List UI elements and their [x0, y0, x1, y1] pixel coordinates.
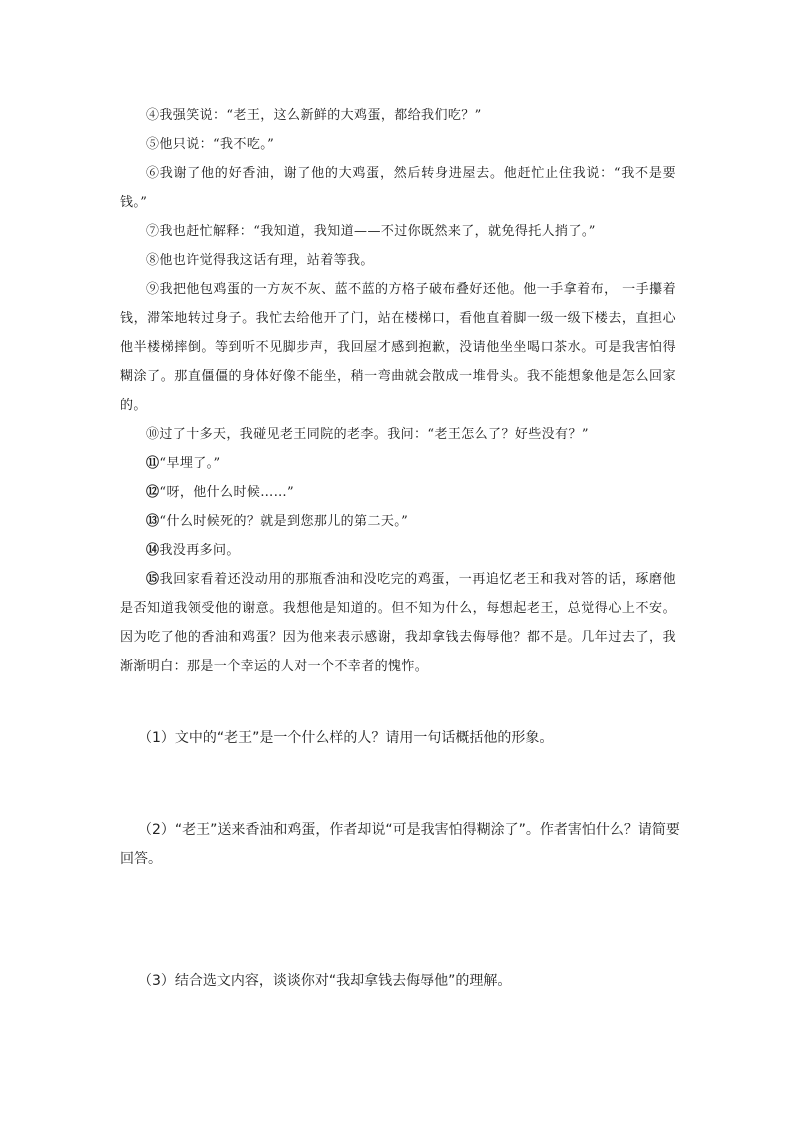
reading-passage — [120, 101, 676, 681]
paragraph-number: ④ — [146, 108, 160, 123]
paragraph-12 — [120, 478, 676, 507]
paragraph-text: 我没再多问。 — [159, 543, 240, 558]
paragraph-4 — [120, 101, 676, 130]
paragraph-number: ⑩ — [146, 427, 160, 442]
paragraph-15 — [120, 565, 676, 681]
paragraph-10 — [120, 420, 676, 449]
paragraph-7 — [120, 217, 676, 246]
paragraph-text: 我强笑说：“老王，这么新鲜的大鸡蛋，都给我们吃？” — [159, 108, 482, 123]
paragraph-9 — [120, 275, 676, 420]
paragraph-text: 过了十多天，我碰见老王同院的老李。我问：“老王怎么了？好些没有？” — [159, 427, 589, 442]
paragraph-number: ⑮ — [146, 572, 160, 587]
paragraph-number: ⑤ — [146, 137, 160, 152]
paragraph-number: ⑫ — [146, 485, 160, 500]
paragraph-text: 我谢了他的好香油，谢了他的大鸡蛋，然后转身进屋去。他赶忙止住我说：“我不是要钱。” — [120, 166, 676, 210]
paragraph-number: ⑪ — [146, 456, 160, 471]
paragraph-13 — [120, 507, 676, 536]
paragraph-text: “早埋了。” — [159, 456, 221, 471]
paragraph-text: 他只说：“我不吃。” — [159, 137, 275, 152]
paragraph-text: 他也许觉得我这话有理，站着等我。 — [159, 253, 374, 268]
paragraph-14 — [120, 536, 676, 565]
paragraph-number: ⑦ — [146, 224, 160, 239]
paragraph-6 — [120, 159, 676, 217]
paragraph-8 — [120, 246, 676, 275]
paragraph-text: 我回家看着还没动用的那瓶香油和没吃完的鸡蛋，一再追忆老王和我对答的话，琢磨他是否知道我领受他的谢意。我想他是知道的。但不知为什么，每想起老王，总觉得心上不安。因为吃了他的香油和鸡蛋？因为他来表示感谢，我却拿钱去侮辱他？都不是。几年过去了，我渐渐明白：那是一个幸运的人对一个不幸者的愧怍。 — [120, 572, 677, 674]
paragraph-number: ⑧ — [146, 253, 160, 268]
paragraph-text: 我把他包鸡蛋的一方灰不灰、蓝不蓝的方格子破布叠好还他。他一手拿着布， 一手攥着钱，滞笨地转过身子。我忙去给他开了门，站在楼梯口，看他直着脚一级一级下楼去，直担心他半楼梯摔倒。等到听不见脚步声，我回屋才感到抱歉，没请他坐坐喝口茶水。可是我害怕得糊涂了。那直僵僵的身体好像不能坐，稍一弯曲就会散成一堆骨头。我不能想象他是怎么回家的。 — [120, 282, 677, 413]
paragraph-5 — [120, 130, 676, 159]
paragraph-text: “呀，他什么时候……” — [159, 485, 295, 500]
paragraph-number: ⑨ — [146, 282, 160, 297]
paragraph-11 — [120, 449, 676, 478]
question-3: （3）结合选文内容，谈谈你对“我却拿钱去侮辱他”的理解。 — [138, 973, 512, 989]
paragraph-text: 我也赶忙解释：“我知道，我知道——不过你既然来了，就免得托人捎了。” — [159, 224, 596, 239]
paragraph-text: “什么时候死的？就是到您那儿的第二天。” — [159, 514, 409, 529]
paragraph-number: ⑥ — [146, 166, 160, 181]
paragraph-number: ⑭ — [146, 543, 160, 558]
paragraph-number: ⑬ — [146, 514, 160, 529]
question-1: （1）文中的“老王”是一个什么样的人？请用一句话概括他的形象。 — [138, 730, 554, 746]
question-2: （2）“老王”送来香油和鸡蛋，作者却说“可是我害怕得糊涂了”。作者害怕什么？请简要回答。 — [120, 822, 680, 867]
